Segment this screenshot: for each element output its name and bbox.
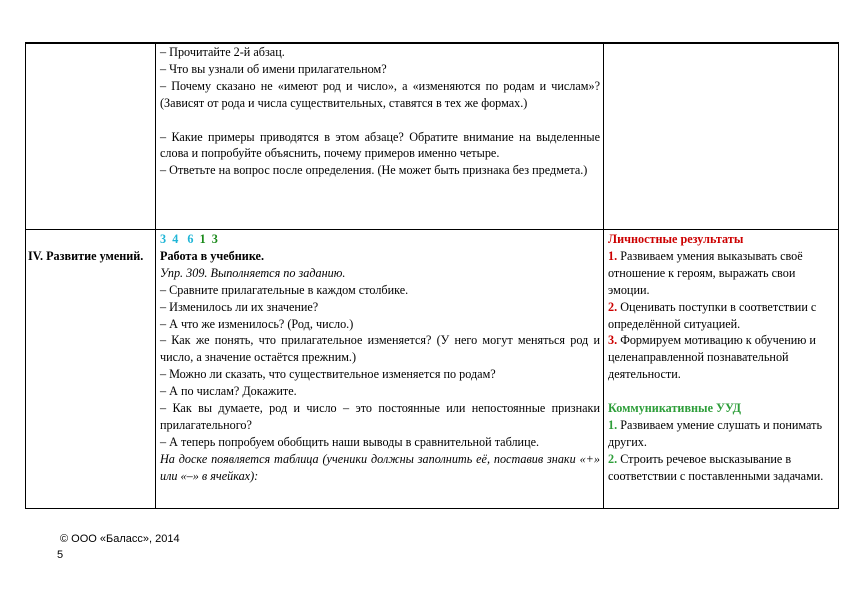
stage-heading — [28, 248, 152, 265]
digit: 1 — [199, 232, 206, 246]
lesson-table — [25, 42, 839, 509]
row-divider — [25, 229, 839, 230]
col-border-2 — [603, 42, 604, 509]
personal-item: 2. Оценивать поступки в соответствии с определённой ситуацией. — [608, 299, 817, 331]
col-border-left — [25, 42, 26, 509]
work-line: – Сравните прилагательные в каждом столбике. — [160, 282, 409, 297]
row1-line: – Почему сказано не «имеют род и число», а «изменяются по родам и числам»? (Зависят от рода и числа существительных, ставятся в тех же формах.) — [160, 78, 600, 110]
board-text: На доске появляется таблица (ученики должны заполнить её, поставив знаки «+» или «–» в ячейках): — [160, 451, 600, 483]
results-cell — [608, 231, 836, 485]
row1-line: – Что вы узнали об имени прилагательном? — [160, 61, 387, 76]
digit: 3 — [211, 232, 218, 246]
communicative-item: 2. Строить речевое высказывание в соответствии с поставленными задачами. — [608, 451, 824, 483]
communicative-item: 1. Развиваем умение слушать и понимать других. — [608, 417, 823, 449]
stage-title: Развитие умений. — [46, 249, 144, 263]
exercise-line: Упр. 309. Выполняется по заданию. — [160, 265, 346, 280]
personal-results-title: Личностные результаты — [608, 232, 744, 246]
stage-number: IV. — [28, 249, 44, 263]
work-line: – А теперь попробуем обобщить наши выводы в сравнительной таблице. — [160, 434, 540, 449]
work-line: – Можно ли сказать, что существительное изменяется по родам? — [160, 367, 496, 382]
personal-item: 1. Развиваем умения выказывать своё отношение к героям, выражать свои эмоции. — [608, 248, 803, 297]
col-border-right — [838, 42, 839, 509]
work-cell — [160, 231, 600, 485]
personal-item: 3. Формируем мотивацию к обучению и целенаправленной познавательной деятельности. — [608, 333, 816, 382]
digit: 4 — [172, 232, 179, 246]
slide-numbers — [160, 231, 600, 248]
copyright: © ООО «Баласс», 2014 — [60, 533, 180, 545]
table-bottom-border — [25, 508, 839, 509]
page-number: 5 — [57, 549, 64, 561]
work-line: – А что же изменилось? (Род, число.) — [160, 316, 354, 331]
stage-cell — [28, 248, 152, 265]
col-border-1 — [155, 42, 156, 509]
digit: 3 — [160, 232, 167, 246]
work-line: – Изменилось ли их значение? — [160, 299, 319, 314]
row1-line: – Прочитайте 2-й абзац. — [160, 45, 285, 59]
communicative-title: Коммуникативные УУД — [608, 401, 742, 416]
digit: 6 — [187, 232, 194, 246]
row1-content — [160, 44, 600, 179]
row1-line: – Какие примеры приводятся в этом абзаце? Обратите внимание на выделенные слова и попробуйте объяснить, почему примеров именно четыре. — [160, 129, 600, 161]
work-title: Работа в учебнике. — [160, 248, 264, 263]
row1-line: – Ответьте на вопрос после определения. (Не может быть признака без предмета.) — [160, 163, 588, 178]
work-line: – Как вы думаете, род и число – это постоянные или непостоянные признаки прилагательного? — [160, 401, 600, 432]
work-line: – А по числам? Докажите. — [160, 384, 297, 399]
work-line: – Как же понять, что прилагательное изменяется? (У него могут меняться род и число, а значение остаётся прежним.) — [160, 333, 600, 365]
